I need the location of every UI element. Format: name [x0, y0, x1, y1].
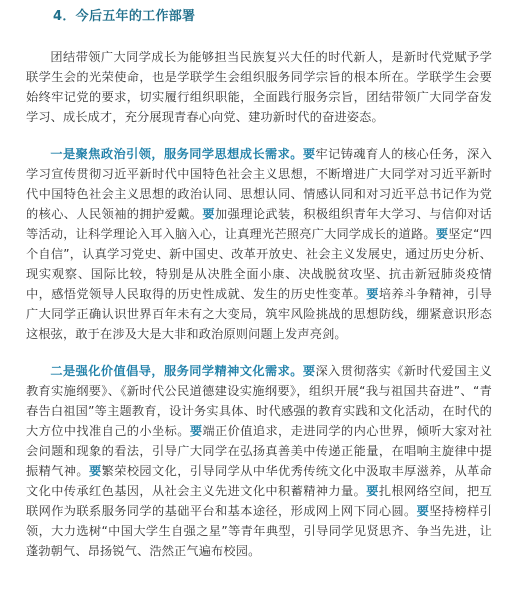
keyword-yao: 要 [366, 287, 379, 301]
point-1-text: 培养斗争精神，引导广大同学正确认识世界百年未有之大变局，筑牢风险挑战的思想防线，绷紧意识形态这根弦，敢于在涉及大是大非和政治原则问题上发声亮剑。 [26, 287, 492, 341]
keyword-yao: 要 [302, 364, 316, 378]
point-2-text: 繁荣校园文化，引导同学从中华优秀传统文化中汲取丰厚滋养，从革命文化中传承红色基因，从社会主义先进文化中积蓄精神力量。 [26, 464, 493, 498]
keyword-yao: 要 [89, 464, 102, 478]
point-paragraph-2 [26, 361, 492, 561]
point-2-text: 深入贯彻落实《新时代爱国主义教育实施纲要》、《新时代公民道德建设实施纲要》，组织开展“我与祖国共奋进”、“青春告白祖国”等主题教育，设计务实具体、时代感强的教育实践和文化活动，在时代的大方位中找准自己的小坐标。 [26, 364, 493, 438]
intro-paragraph: 团结带领广大同学成长为能够担当民族复兴大任的时代新人，是新时代党赋予学联学生会的光荣使命，也是学联学生会组织服务同学宗旨的根本所在。学联学生会要始终牢记党的要求，切实履行组织职能，全面践行服务宗旨，团结带领广大同学奋发学习、成长成才，充分展现青春心向党、建功新时代的奋进姿态。 [26, 50, 492, 124]
point-2-text: 端正价值追求，走进同学的内心世界，倾听大家对社会问题和现象的看法，引导广大同学在弘扬真善美中传递正能量，在唱响主旋律中提振精气神。 [26, 424, 493, 478]
point-1-lead: 一是聚焦政治引领，服务同学思想成长需求。 [50, 147, 303, 161]
point-2-text: 扎根网络空间，把互联网作为联系服务同学的基础平台和基本途径，形成网上网下同心圆。 [26, 484, 492, 518]
point-1-text: 加强理论武装，积极组织青年大学习、与信仰对话等活动，让科学理论入耳入脑入心，让真理光芒照亮广大同学成长的道路。 [26, 207, 492, 241]
keyword-yao: 要 [189, 424, 203, 438]
point-2-lead: 二是强化价值倡导，服务同学精神文化需求。 [50, 364, 303, 378]
point-1-text: 坚定“四个自信”，认真学习党史、新中国史、改革开放史、社会主义发展史，通过历史分析、现实观察、国际比较，特别是从决胜全面小康、决战脱贫攻坚、抗击新冠肺炎疫情中，感悟党领导人民取得的历史性成就、发生的历史性变革。 [26, 227, 492, 301]
keyword-yao: 要 [302, 147, 316, 161]
keyword-yao: 要 [202, 207, 216, 221]
section-heading: 4．今后五年的工作部署 [53, 9, 196, 24]
keyword-yao: 要 [416, 504, 430, 518]
point-paragraph-1 [26, 144, 492, 344]
point-2-text: 坚持榜样引领，大力选树“中国大学生自强之星”等青年典型，引导同学见贤思齐、争当先进，让蓬勃朝气、昂扬锐气、浩然正气遍布校园。 [26, 504, 493, 558]
point-1-text: 牢记铸魂育人的核心任务，深入学习宣传贯彻习近平新时代中国特色社会主义思想，不断增进广大同学对习近平新时代中国特色社会主义思想的政治认同、思想认同、情感认同和对习近平总书记作为党的核心、人民领袖的拥护爱戴。 [26, 147, 493, 221]
keyword-yao: 要 [366, 484, 379, 498]
keyword-yao: 要 [435, 227, 449, 241]
